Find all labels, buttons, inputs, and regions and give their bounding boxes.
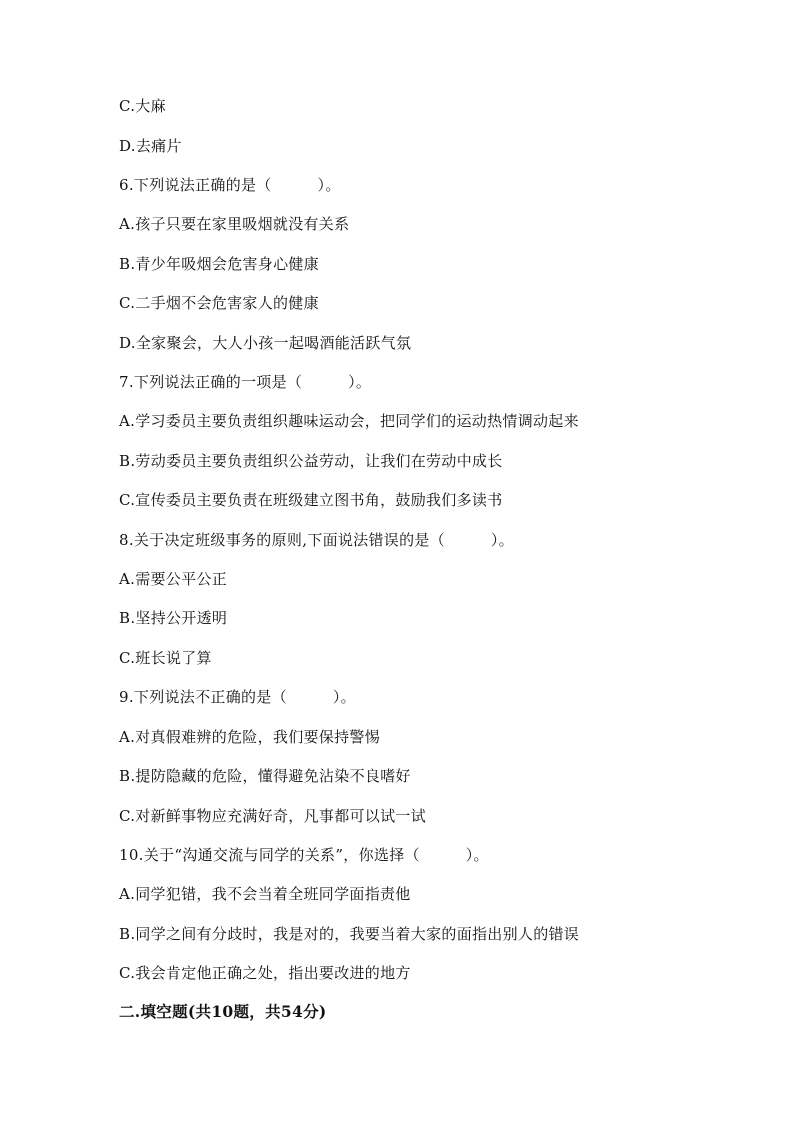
option-6d: D.全家聚会，大人小孩一起喝酒能活跃气氛 (119, 334, 412, 352)
option-6a: A.孩子只要在家里吸烟就没有关系 (119, 215, 350, 233)
question-9: 9.下列说法不正确的是（ ）。 (119, 688, 356, 706)
option-7c: C.宣传委员主要负责在班级建立图书角，鼓励我们多读书 (119, 491, 503, 509)
option-7b: B.劳动委员主要负责组织公益劳动，让我们在劳动中成长 (119, 452, 503, 470)
question-7: 7.下列说法正确的一项是（ ）。 (119, 373, 372, 391)
question-8: 8.关于决定班级事务的原则,下面说法错误的是（ ）。 (119, 531, 514, 549)
option-7a: A.学习委员主要负责组织趣味运动会，把同学们的运动热情调动起来 (119, 412, 579, 430)
option-10a: A.同学犯错，我不会当着全班同学面指责他 (119, 885, 411, 903)
option-10c: C.我会肯定他正确之处，指出要改进的地方 (119, 964, 411, 982)
option-9c: C.对新鲜事物应充满好奇，凡事都可以试一试 (119, 807, 427, 825)
option-9b: B.提防隐藏的危险，懂得避免沾染不良嗜好 (119, 767, 411, 785)
option-10b: B.同学之间有分歧时，我是对的，我要当着大家的面指出别人的错误 (119, 925, 580, 943)
option-6b: B.青少年吸烟会危害身心健康 (119, 255, 319, 273)
section-heading-fill-in: 二.填空题(共10题，共54分) (119, 1002, 327, 1021)
question-10: 10.关于“沟通交流与同学的关系”，你选择（ ）。 (119, 846, 489, 864)
question-6: 6.下列说法正确的是（ ）。 (119, 176, 341, 194)
option-6c: C.二手烟不会危害家人的健康 (119, 294, 319, 312)
option-8c: C.班长说了算 (119, 649, 212, 667)
option-5d: D.去痛片 (119, 137, 182, 155)
option-8b: B.坚持公开透明 (119, 609, 228, 627)
option-5c: C.大麻 (119, 97, 166, 115)
option-8a: A.需要公平公正 (119, 570, 228, 588)
option-9a: A.对真假难辨的危险，我们要保持警惕 (119, 728, 381, 746)
